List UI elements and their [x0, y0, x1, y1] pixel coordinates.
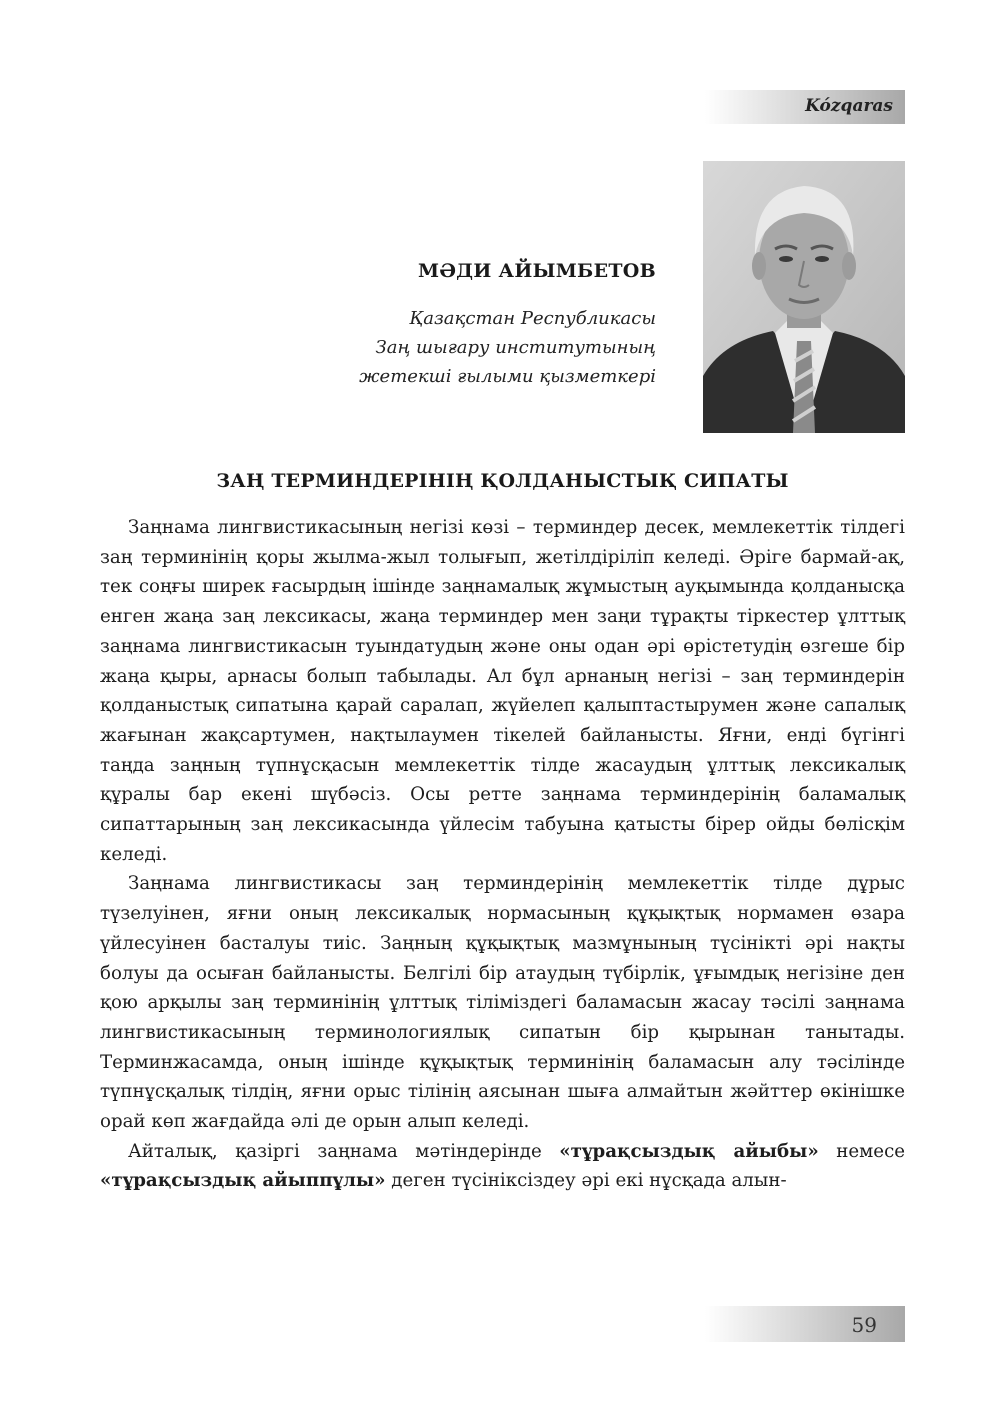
affiliation-line: Заң шығару институтының	[375, 337, 656, 358]
paragraph-text: деген түсініксіздеу әрі екі нұсқада алын-	[385, 1170, 787, 1192]
affiliation-line: жетекші ғылыми қызметкері	[359, 366, 656, 387]
author-affiliation	[359, 304, 656, 391]
author-name: МӘДИ АЙЫМБЕТОВ	[418, 260, 656, 282]
article-title: ЗАҢ ТЕРМИНДЕРІНІҢ ҚОЛДАНЫСТЫҚ СИПАТЫ	[216, 470, 789, 492]
paragraph: Заңнама лингвистикасының негізі көзі – терминдер десек, мемлекеттік тілдегі заң терминінің қоры жылма-жыл толығып, жетілдіріліп келеді. Әріге бармай-ақ, тек соңғы ширек ғасырдың ішінде заңнамалық жұмыстың ауқымында қолданысқа енген жаңа заң лексикасы, жаңа терминдер мен заңи тұрақты тіркестер ұлттық заңнама лингвистикасын туындатудың және оны одан әрі өрістетудің өзгеше бір жаңа қыры, арнасы болып табылады. Ал бұл арнаның негізі – заң терминдерін қолданыстық сипатына қарай саралап, жүйелеп қалыптастырумен және сапалық жағынан жақсартумен, нақтылаумен тікелей байланысты. Яғни, енді бүгінгі таңда заңның түпнұсқасын мемлекеттік тілде жасаудың ұлттық лексикалық құралы бар екені шүбәсіз. Осы ретте заңнама терминдерінің баламалық сипаттарының заң лексикасында үйлесім табуына қатысты бірер ойды бөлісқім келеді.	[100, 517, 905, 865]
affiliation-line: Қазақстан Республикасы	[409, 308, 656, 329]
paragraph	[100, 1137, 905, 1196]
paragraph: Заңнама лингвистикасы заң терминдерінің мемлекеттік тілде дұрыс түзелуінен, яғни оның лексикалық нормасының құқықтық нормамен өзара үйлесуінен басталуы тиіс. Заңның құқықтық мазмұнының түсінікті әрі нақты болуы да осыған байланысты. Белгілі бір атаудың түбірлік, ұғымдық негізіне ден қою арқылы заң терминінің ұлттық тіліміздегі баламасын жасау тәсілі заңнама лингвистикасының терминологиялық сипатын бір қырынан танытады. Терминжасамда, оның ішінде құқықтық терминінің баламасын алу тәсілінде түпнұсқалық тілдің, яғни орыс тілінің аясынан шыға алмайтын жәйттер өкінішке орай көп жағдайда әлі де орын алып келеді.	[100, 873, 905, 1133]
bold-term: «тұрақсыздық айыбы»	[559, 1140, 819, 1162]
author-portrait	[703, 161, 905, 433]
section-header-tab	[705, 90, 905, 124]
author-block	[359, 260, 656, 391]
page-number: 59	[851, 1313, 877, 1337]
article-body	[100, 513, 905, 1196]
page-number-tab	[705, 1306, 905, 1342]
bold-term: «тұрақсыздық айыппұлы»	[100, 1170, 386, 1192]
paragraph-text: Айталық, қазіргі заңнама мәтіндерінде	[128, 1140, 560, 1162]
paragraph-text: немесе	[818, 1140, 906, 1162]
section-label: Kózqaras	[805, 96, 893, 116]
